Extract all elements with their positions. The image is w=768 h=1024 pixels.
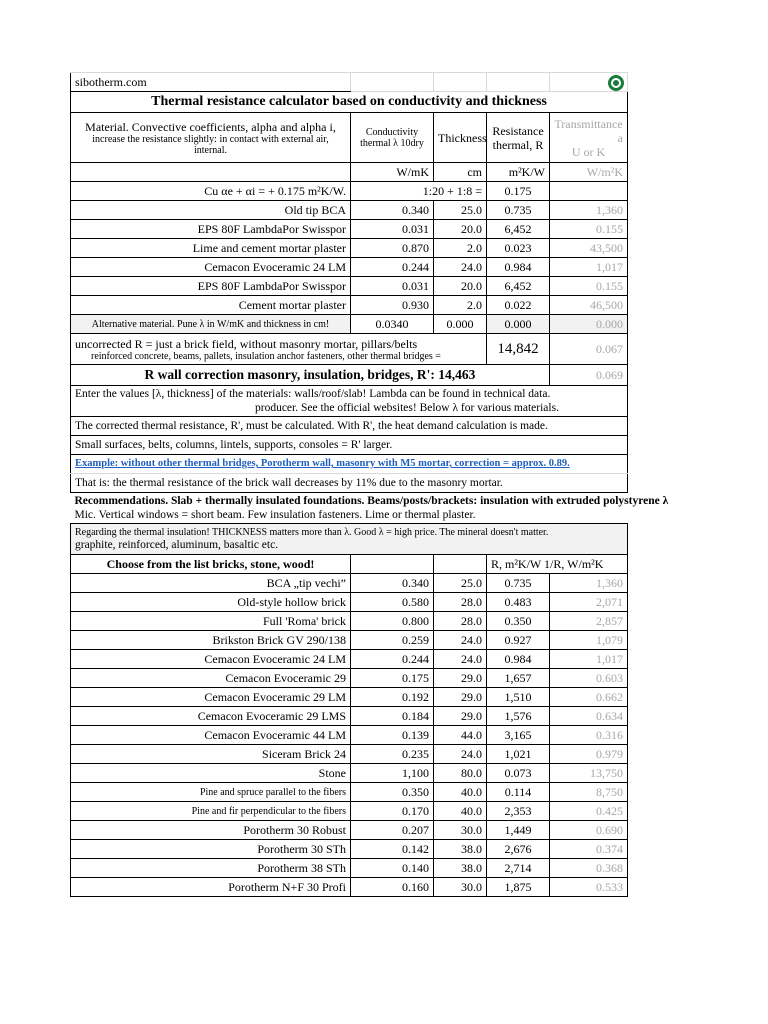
- material-row: [71, 688, 628, 707]
- material-resistance: 0.984: [487, 650, 550, 669]
- alternative-row: [71, 315, 628, 334]
- corrected-u: 0.069: [550, 365, 628, 386]
- layer-transmittance: 0.155: [550, 220, 628, 239]
- enter-values-row: [71, 386, 628, 417]
- recommend-row: [71, 493, 628, 524]
- layer-row: [71, 239, 628, 258]
- layer-resistance: 6,452: [487, 277, 550, 296]
- material-transmittance: 1,017: [550, 650, 628, 669]
- material-row: [71, 783, 628, 802]
- convective-ratio: 1:20 + 1:8 =: [351, 182, 487, 201]
- material-name[interactable]: Cemacon Evoceramic 29 LMS: [71, 707, 351, 726]
- material-lambda[interactable]: 0.350: [351, 783, 434, 802]
- material-lambda[interactable]: 0.160: [351, 878, 434, 897]
- material-lambda[interactable]: 0.170: [351, 802, 434, 821]
- material-thickness[interactable]: 24.0: [434, 631, 487, 650]
- layer-thickness[interactable]: 2.0: [434, 239, 487, 258]
- material-transmittance: 0.374: [550, 840, 628, 859]
- header-conductivity: Conductivity: [365, 126, 419, 138]
- layer-transmittance: 46,500: [550, 296, 628, 315]
- that-is-note: That is: the thermal resistance of the brick wall decreases by 11% due to the masonry mortar.: [71, 474, 628, 493]
- header-conductivity-sub: thermal λ 10dry: [360, 137, 424, 149]
- material-name[interactable]: Pine and spruce parallel to the fibers: [71, 783, 351, 802]
- layer-thickness[interactable]: 2.0: [434, 296, 487, 315]
- material-name[interactable]: Full 'Roma' brick: [71, 612, 351, 631]
- layer-transmittance: 1,360: [550, 201, 628, 220]
- layer-resistance: 0.023: [487, 239, 550, 258]
- recommend-line1: Recommendations. Slab + thermally insulated foundations. Beams/posts/brackets: insulation with extruded polystyrene λ: [74, 495, 669, 507]
- header-transmittance-u: U or K: [571, 144, 606, 159]
- material-transmittance: 0.979: [550, 745, 628, 764]
- material-thickness[interactable]: 44.0: [434, 726, 487, 745]
- material-row: [71, 574, 628, 593]
- material-thickness[interactable]: 40.0: [434, 802, 487, 821]
- layer-row: [71, 201, 628, 220]
- layer-resistance: 6,452: [487, 220, 550, 239]
- material-resistance: 3,165: [487, 726, 550, 745]
- material-row: [71, 593, 628, 612]
- corrected-label: R wall correction masonry, insulation, bridges, R': 14,463: [71, 365, 550, 386]
- layer-lambda[interactable]: 0.244: [351, 258, 434, 277]
- material-resistance: 2,676: [487, 840, 550, 859]
- material-name[interactable]: Porotherm 38 STh: [71, 859, 351, 878]
- material-name[interactable]: Pine and fir perpendicular to the fibers: [71, 802, 351, 821]
- material-row: [71, 764, 628, 783]
- material-resistance: 0.483: [487, 593, 550, 612]
- uncorrected-u: 0.067: [550, 334, 628, 365]
- material-resistance: 1,576: [487, 707, 550, 726]
- material-name[interactable]: Brikston Brick GV 290/138: [71, 631, 351, 650]
- recommend-line2: Mic. Vertical windows = short beam. Few insulation fasteners. Lime or thermal plaster.: [74, 509, 476, 521]
- title-row: [71, 92, 628, 113]
- calculator-table: [70, 72, 669, 897]
- alternative-label: Alternative material. Pune λ in W/mK and thickness in cm!: [71, 315, 351, 334]
- material-lambda[interactable]: 0.340: [351, 574, 434, 593]
- small-surfaces-note: Small surfaces, belts, columns, lintels, supports, consoles = R' larger.: [71, 436, 628, 455]
- material-name[interactable]: Stone: [71, 764, 351, 783]
- material-name[interactable]: Old-style hollow brick: [71, 593, 351, 612]
- material-resistance: 0.073: [487, 764, 550, 783]
- material-row: [71, 612, 628, 631]
- header-transmittance-a: a: [617, 130, 623, 145]
- layer-name[interactable]: Cement mortar plaster: [71, 296, 351, 315]
- material-name[interactable]: Cemacon Evoceramic 29 LM: [71, 688, 351, 707]
- material-thickness[interactable]: 38.0: [434, 859, 487, 878]
- material-transmittance: 0.634: [550, 707, 628, 726]
- layer-resistance: 0.022: [487, 296, 550, 315]
- unit-resistance: m²K/W: [487, 163, 550, 182]
- material-resistance: 1,657: [487, 669, 550, 688]
- uncorrected-line2: reinforced concrete, beams, pallets, insulation anchor fasteners, other thermal bridges =: [91, 350, 441, 362]
- site-row: [71, 73, 628, 92]
- layer-resistance: 0.735: [487, 201, 550, 220]
- material-thickness[interactable]: 38.0: [434, 840, 487, 859]
- site-name[interactable]: sibotherm.com: [71, 73, 351, 92]
- header-thickness: Thickness: [434, 113, 487, 163]
- material-resistance: 0.927: [487, 631, 550, 650]
- material-lambda[interactable]: 0.139: [351, 726, 434, 745]
- material-thickness[interactable]: 25.0: [434, 574, 487, 593]
- material-transmittance: 8,750: [550, 783, 628, 802]
- layer-thickness[interactable]: 20.0: [434, 277, 487, 296]
- corrected-row: [71, 365, 628, 386]
- unit-conductivity: W/mK: [351, 163, 434, 182]
- material-transmittance: 0.316: [550, 726, 628, 745]
- layer-name[interactable]: Cemacon Evoceramic 24 LM: [71, 258, 351, 277]
- material-lambda[interactable]: 0.244: [351, 650, 434, 669]
- material-lambda[interactable]: 0.580: [351, 593, 434, 612]
- layer-lambda[interactable]: 0.031: [351, 277, 434, 296]
- material-transmittance: 1,079: [550, 631, 628, 650]
- material-transmittance: 0.368: [550, 859, 628, 878]
- material-row: [71, 878, 628, 897]
- material-name[interactable]: Cemacon Evoceramic 29: [71, 669, 351, 688]
- layer-lambda[interactable]: 0.031: [351, 220, 434, 239]
- material-thickness[interactable]: 30.0: [434, 821, 487, 840]
- layers-body: [71, 201, 628, 315]
- material-transmittance: 2,857: [550, 612, 628, 631]
- material-name[interactable]: Siceram Brick 24: [71, 745, 351, 764]
- material-lambda[interactable]: 0.259: [351, 631, 434, 650]
- material-name[interactable]: Porotherm N+F 30 Profi: [71, 878, 351, 897]
- material-resistance: 1,875: [487, 878, 550, 897]
- material-lambda[interactable]: 0.140: [351, 859, 434, 878]
- material-row: [71, 840, 628, 859]
- layer-lambda[interactable]: 0.930: [351, 296, 434, 315]
- alternative-cm[interactable]: 0.000: [434, 315, 487, 334]
- header-resistance-sub: thermal, R: [492, 137, 544, 152]
- enter-values-line2: producer. See the official websites! Below λ for various materials.: [255, 402, 559, 414]
- material-transmittance: 0.603: [550, 669, 628, 688]
- list-header-label: Choose from the list bricks, stone, wood!: [71, 555, 351, 574]
- material-name[interactable]: Porotherm 30 Robust: [71, 821, 351, 840]
- material-resistance: 1,449: [487, 821, 550, 840]
- header-material-note: increase the resistance slightly: in contact with external air, internal.: [92, 133, 329, 156]
- header-resistance: Resistance: [492, 123, 544, 138]
- material-thickness[interactable]: 29.0: [434, 707, 487, 726]
- material-transmittance: 0.690: [550, 821, 628, 840]
- regarding-line2: graphite, reinforced, aluminum, basaltic etc.: [75, 538, 279, 551]
- layer-row: [71, 258, 628, 277]
- layer-resistance: 0.984: [487, 258, 550, 277]
- material-lambda[interactable]: 0.800: [351, 612, 434, 631]
- regarding-row: [71, 524, 628, 555]
- layer-row: [71, 296, 628, 315]
- material-row: [71, 669, 628, 688]
- corrected-note: The corrected thermal resistance, R', must be calculated. With R', the heat demand calculation is made.: [71, 417, 628, 436]
- header-material: Material. Convective coefficients, alpha and alpha i,: [85, 119, 336, 134]
- uncorrected-line1: uncorrected R = just a brick field, without masonry mortar, pillars/belts: [75, 336, 418, 351]
- material-transmittance: 2,071: [550, 593, 628, 612]
- material-thickness[interactable]: 29.0: [434, 669, 487, 688]
- alternative-lambda[interactable]: 0.0340: [351, 315, 434, 334]
- list-header-row: [71, 555, 628, 574]
- calculator-sheet: [70, 72, 669, 897]
- material-name[interactable]: Cemacon Evoceramic 24 LM: [71, 650, 351, 669]
- material-thickness[interactable]: 28.0: [434, 612, 487, 631]
- material-transmittance: 0.662: [550, 688, 628, 707]
- header-transmittance: Transmittance: [554, 116, 623, 131]
- alternative-u: 0.000: [550, 315, 628, 334]
- layer-thickness[interactable]: 25.0: [434, 201, 487, 220]
- material-row: [71, 859, 628, 878]
- uncorrected-row: [71, 334, 628, 365]
- material-resistance: 1,510: [487, 688, 550, 707]
- unit-thickness: cm: [434, 163, 487, 182]
- material-row: [71, 745, 628, 764]
- material-thickness[interactable]: 29.0: [434, 688, 487, 707]
- material-row: [71, 631, 628, 650]
- material-name[interactable]: Porotherm 30 STh: [71, 840, 351, 859]
- enter-values-line1: Enter the values [λ, thickness] of the materials: walls/roof/slab! Lambda can be found in technical data.: [75, 388, 551, 400]
- material-transmittance: 1,360: [550, 574, 628, 593]
- uncorrected-r: 14,842: [487, 334, 550, 365]
- material-resistance: 0.350: [487, 612, 550, 631]
- material-row: [71, 802, 628, 821]
- layer-name[interactable]: EPS 80F LambdaPor Swisspor: [71, 277, 351, 296]
- material-thickness[interactable]: 40.0: [434, 783, 487, 802]
- example-note[interactable]: Example: without other thermal bridges, Porotherm wall, masonry with M5 mortar, correction = approx. 0.89.: [71, 455, 628, 474]
- material-thickness[interactable]: 30.0: [434, 878, 487, 897]
- material-resistance: 0.114: [487, 783, 550, 802]
- material-lambda[interactable]: 1,100: [351, 764, 434, 783]
- unit-transmittance: W/m²K: [550, 163, 628, 182]
- header-row: [71, 113, 628, 163]
- units-row: [71, 163, 628, 182]
- material-name[interactable]: BCA „tip vechi”: [71, 574, 351, 593]
- material-resistance: 2,714: [487, 859, 550, 878]
- material-transmittance: 13,750: [550, 764, 628, 783]
- layer-row: [71, 277, 628, 296]
- material-row: [71, 726, 628, 745]
- material-resistance: 0.735: [487, 574, 550, 593]
- material-resistance: 2,353: [487, 802, 550, 821]
- layer-transmittance: 0.155: [550, 277, 628, 296]
- material-lambda[interactable]: 0.235: [351, 745, 434, 764]
- layer-transmittance: 1,017: [550, 258, 628, 277]
- material-lambda[interactable]: 0.175: [351, 669, 434, 688]
- layer-row: [71, 220, 628, 239]
- material-row: [71, 650, 628, 669]
- convective-label: Cu αe + αi = + 0.175 m²K/W.: [71, 182, 351, 201]
- material-lambda[interactable]: 0.184: [351, 707, 434, 726]
- material-thickness[interactable]: 80.0: [434, 764, 487, 783]
- layer-name[interactable]: Old tip BCA: [71, 201, 351, 220]
- sibotherm-logo-icon[interactable]: [608, 75, 624, 91]
- materials-body: [71, 574, 628, 897]
- layer-thickness[interactable]: 24.0: [434, 258, 487, 277]
- material-transmittance: 0.533: [550, 878, 628, 897]
- material-lambda[interactable]: 0.207: [351, 821, 434, 840]
- material-thickness[interactable]: 28.0: [434, 593, 487, 612]
- alternative-r: 0.000: [487, 315, 550, 334]
- material-row: [71, 707, 628, 726]
- regarding-line1: Regarding the thermal insulation! THICKNESS matters more than λ. Good λ = high price. The mineral doesn't matter.: [75, 526, 549, 538]
- material-row: [71, 821, 628, 840]
- material-name[interactable]: Cemacon Evoceramic 44 LM: [71, 726, 351, 745]
- page-title: Thermal resistance calculator based on conductivity and thickness: [71, 92, 628, 113]
- layer-lambda[interactable]: 0.340: [351, 201, 434, 220]
- layer-name[interactable]: EPS 80F LambdaPor Swisspor: [71, 220, 351, 239]
- material-lambda[interactable]: 0.142: [351, 840, 434, 859]
- list-header-cols: R, m²K/W 1/R, W/m²K: [487, 555, 628, 574]
- layer-lambda[interactable]: 0.870: [351, 239, 434, 258]
- material-thickness[interactable]: 24.0: [434, 650, 487, 669]
- layer-name[interactable]: Lime and cement mortar plaster: [71, 239, 351, 258]
- layer-thickness[interactable]: 20.0: [434, 220, 487, 239]
- material-thickness[interactable]: 24.0: [434, 745, 487, 764]
- material-lambda[interactable]: 0.192: [351, 688, 434, 707]
- convective-r: 0.175: [487, 182, 550, 201]
- layer-transmittance: 43,500: [550, 239, 628, 258]
- material-transmittance: 0.425: [550, 802, 628, 821]
- material-resistance: 1,021: [487, 745, 550, 764]
- convective-row: [71, 182, 628, 201]
